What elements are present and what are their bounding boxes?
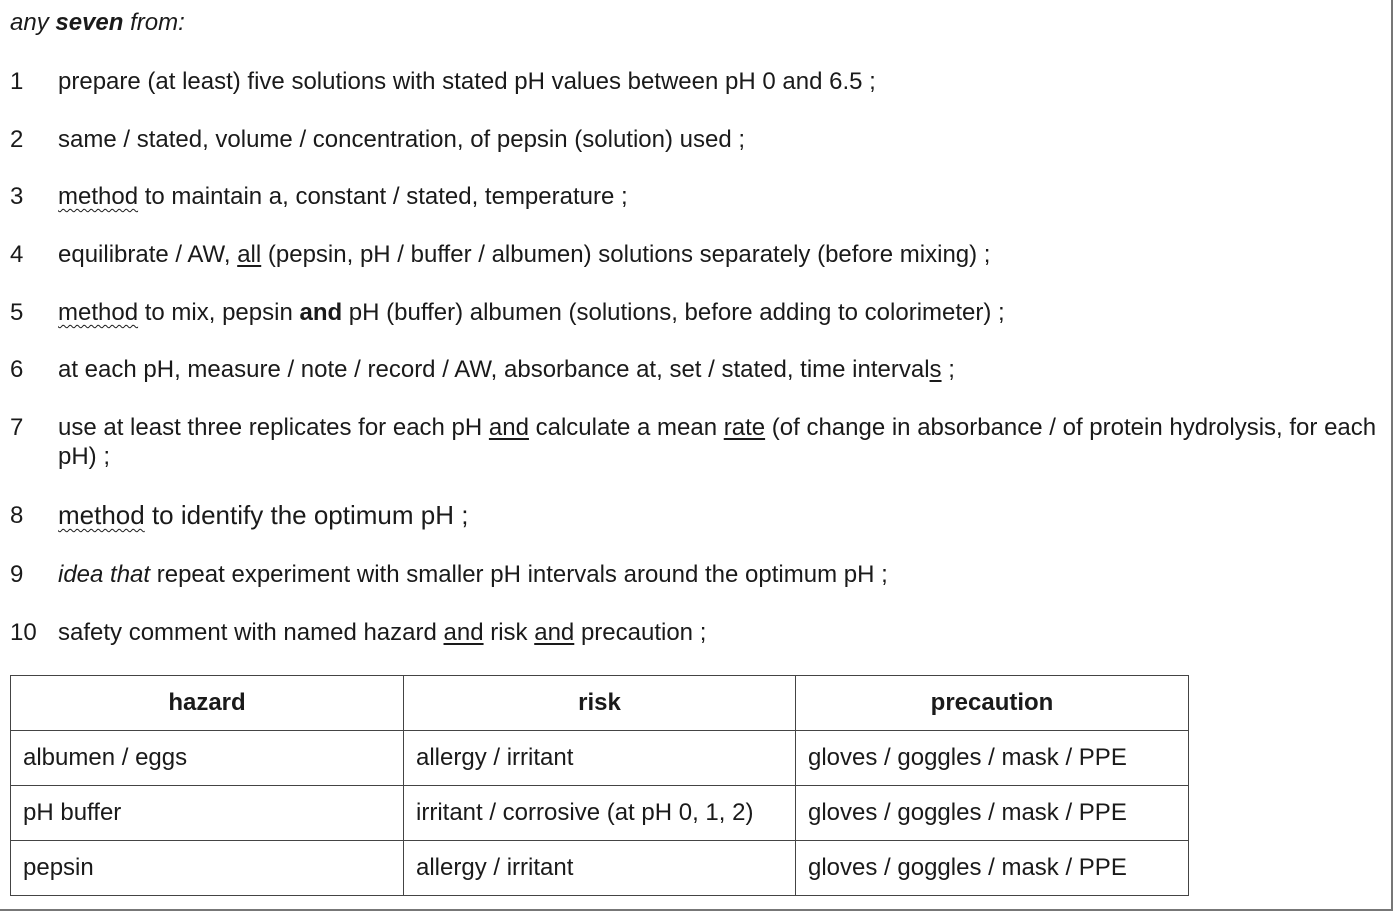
point-number: 7 [10,414,24,441]
table-row [11,841,1189,896]
risk-cell: allergy / irritant [404,841,796,896]
text-segment: to mix, pepsin [138,299,300,326]
text-segment: ; [941,356,955,383]
table-header-row [11,676,1189,731]
wavy-underlined-word: method [58,500,145,530]
point-number: 4 [10,241,24,268]
header-precaution: precaution [796,676,1189,731]
text-segment: use at least three replicates for each pH [58,414,489,441]
risk-cell: irritant / corrosive (at pH 0, 1, 2) [404,786,796,841]
safety-table [10,675,1189,896]
text-segment: risk [483,619,535,646]
text-segment: equilibrate / AW, [58,241,238,268]
wavy-underlined-word: method [58,299,139,326]
hazard-cell: albumen / eggs [11,731,404,786]
underlined-word: and [443,619,484,646]
table-row [11,731,1189,786]
intro-pre: any [10,9,56,36]
point-text [58,298,1383,327]
header-hazard: hazard [11,676,404,731]
underlined-word: and [488,414,529,441]
point-number: 8 [10,502,24,529]
table-row [11,786,1189,841]
point-number: 1 [10,68,24,95]
text-segment: (pepsin, pH / buffer / albumen) solutions separately (before mixing) ; [261,241,991,268]
point-number: 9 [10,561,24,588]
text-segment: to maintain a, constant / stated, temperature ; [138,183,628,210]
text-segment: at each pH, measure / note / record / AW, absorbance at, set / stated, time interval [58,356,930,383]
underlined-word: rate [723,414,766,441]
intro-bold: seven [55,9,124,36]
point-number: 10 [10,619,37,646]
point-text [58,618,1383,647]
point-number: 6 [10,356,24,383]
precaution-cell: gloves / goggles / mask / PPE [796,731,1189,786]
italic-phrase: idea that [58,561,151,588]
precaution-cell: gloves / goggles / mask / PPE [796,786,1189,841]
point-number: 5 [10,299,24,326]
text-segment: (of change in absorbance / of protein hydrolysis, for each pH) ; [58,414,1377,470]
wavy-underlined-word: method [58,183,139,210]
intro-line [10,9,185,37]
point-text [58,560,1383,589]
hazard-cell: pH buffer [11,786,404,841]
precaution-cell: gloves / goggles / mask / PPE [796,841,1189,896]
text-segment: to identify the optimum pH ; [144,500,469,530]
underlined-letter: s [929,356,942,383]
bold-word: and [299,299,343,326]
text-segment: calculate a mean [528,414,724,441]
underlined-word: all [237,241,262,268]
text-segment: repeat experiment with smaller pH intervals around the optimum pH ; [150,561,888,588]
risk-cell: allergy / irritant [404,731,796,786]
point-text [58,501,1383,530]
header-risk: risk [404,676,796,731]
point-text [58,182,1383,211]
text-segment: pH (buffer) albumen (solutions, before adding to colorimeter) ; [342,299,1005,326]
point-text: same / stated, volume / concentration, of pepsin (solution) used ; [58,126,746,153]
point-number: 3 [10,183,24,210]
intro-post: from: [123,9,185,36]
text-segment: safety comment with named hazard [58,619,444,646]
point-text [58,355,1383,384]
hazard-cell: pepsin [11,841,404,896]
point-text: prepare (at least) five solutions with stated pH values between pH 0 and 6.5 ; [58,68,876,95]
point-text [58,240,1383,269]
point-text [58,413,1383,471]
underlined-word: and [534,619,575,646]
text-segment: precaution ; [574,619,707,646]
point-number: 2 [10,126,24,153]
